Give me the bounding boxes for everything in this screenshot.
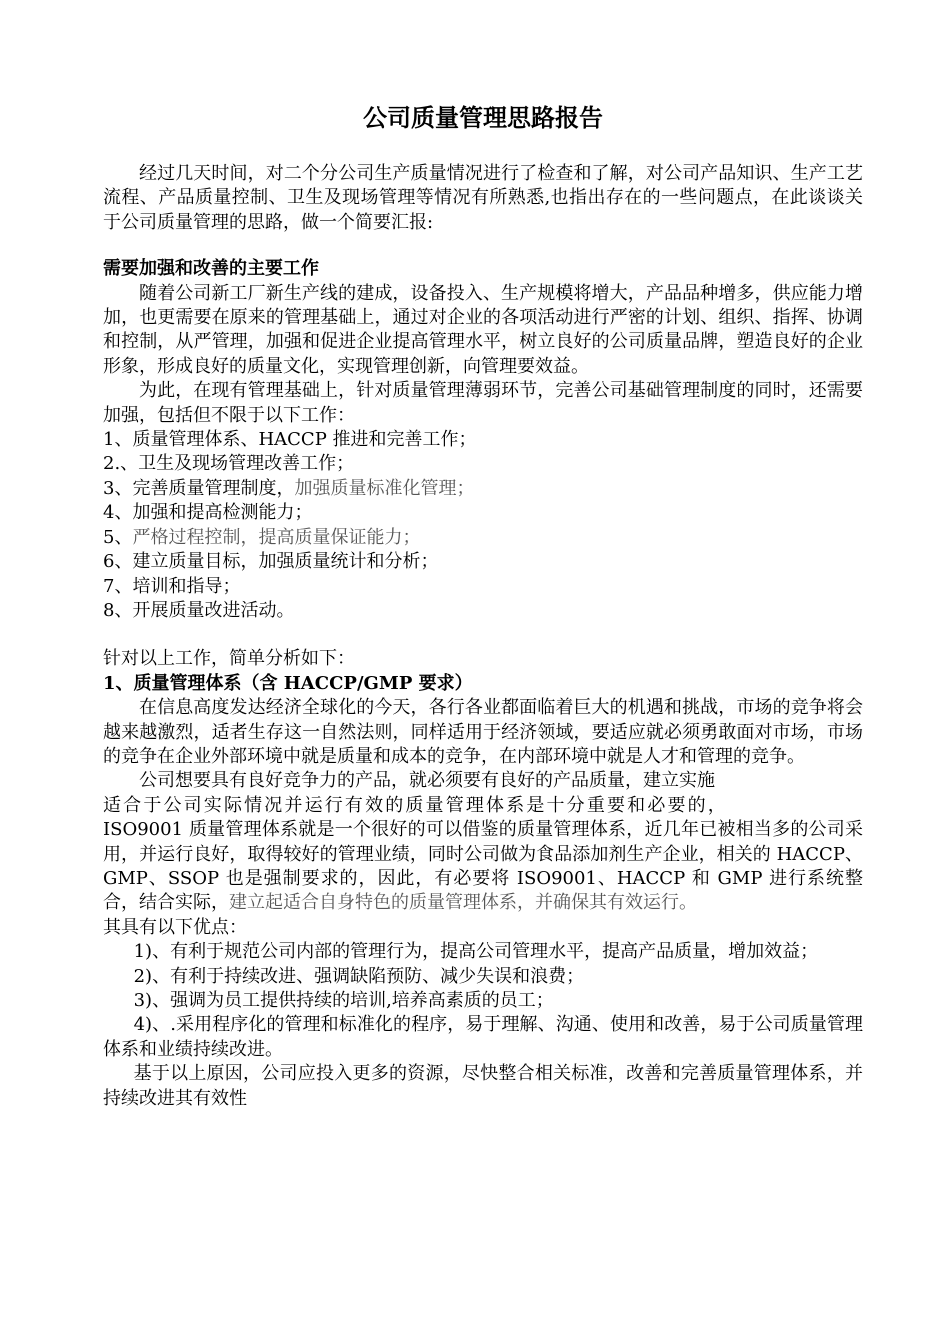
- qms-paragraph-2: 公司想要具有良好竞争力的产品，就必须要有良好的产品质量，建立实施 适合于公司实际情况并运行有效的质量管理体系是十分重要和必要的， ISO9001 质量管理体系就是一个很好的可以借鉴的质量管理体系，近几年已被相当多的公司采用，并运行良好，取得较好的管理业绩，同时公司做为食品添加剂生产企业，相关的 HACCP、GMP、SSOP 也是强制要求的，因此，有必要将 ISO9001、HACCP 和 GMP 进行系统整合，结合实际，建立起适合自身特色的质量管理体系，并确保其有效运行。: [103, 770, 863, 914]
- page-title: 公司质量管理思路报告: [363, 103, 603, 132]
- list-item: 5、严格过程控制，提高质量保证能力；: [103, 526, 421, 548]
- section-heading-main-work: 需要加强和改善的主要工作: [103, 258, 319, 280]
- advantage-item: 4)、.采用程序化的管理和标准化的程序，易于理解、沟通、使用和改善，易于公司质量管理体系和业绩持续改进。: [103, 1014, 863, 1060]
- advantage-item: 3)、强调为员工提供持续的培训,培养高素质的员工；: [133, 990, 554, 1011]
- list-item: 1、质量管理体系、HACCP 推进和完善工作；: [103, 429, 477, 451]
- analysis-lead: 针对以上工作，简单分析如下：: [103, 648, 355, 670]
- list-item: 8、开展质量改进活动。: [103, 599, 295, 621]
- list-item: 7、培训和指导；: [103, 575, 241, 597]
- advantages-lead: 其具有以下优点：: [103, 916, 247, 938]
- conclusion-paragraph: 基于以上原因，公司应投入更多的资源，尽快整合相关标准，改善和完善质量管理体系，并持续改进其有效性: [103, 1063, 863, 1109]
- list-item: 3、完善质量管理制度，加强质量标准化管理；: [103, 477, 475, 499]
- intro-paragraph: 经过几天时间，对二个分公司生产质量情况进行了检查和了解，对公司产品知识、生产工艺流程、产品质量控制、卫生及现场管理等情况有所熟悉,也指出存在的一些问题点，在此谈谈关于公司质量管理的思路，做一个简要汇报:: [103, 163, 863, 233]
- list-item: 6、建立质量目标，加强质量统计和分析；: [103, 551, 439, 573]
- spacer: [103, 235, 863, 257]
- section-heading-qms: 1、质量管理体系（含 HACCP/GMP 要求）: [103, 672, 473, 694]
- list-item: 2.、卫生及现场管理改善工作；: [103, 453, 355, 475]
- advantage-item: 2)、有利于持续改进、强调缺陷预防、减少失误和浪费；: [133, 965, 585, 987]
- section1-paragraph-2: 为此，在现有管理基础上，针对质量管理薄弱环节，完善公司基础管理制度的同时，还需要加强，包括但不限于以下工作：: [103, 380, 863, 426]
- spacer: [103, 623, 863, 647]
- qms-paragraph-1: 在信息高度发达经济全球化的今天，各行各业都面临着巨大的机遇和挑战，市场的竞争将会越来越激烈，适者生存这一自然法则，同样适用于经济领域，要适应就必须勇敢面对市场，市场的竞争在企业外部环境中就是质量和成本的竞争，在内部环境中就是人才和管理的竞争。: [103, 697, 863, 767]
- list-item: 4、加强和提高检测能力；: [103, 502, 313, 524]
- advantage-item: 1)、有利于规范公司内部的管理行为，提高公司管理水平，提高产品质量，增加效益；: [133, 941, 819, 963]
- work-item-list: [103, 428, 863, 623]
- document-body: [103, 100, 863, 1111]
- section1-paragraph-1: 随着公司新工厂新生产线的建成，设备投入、生产规模将增大，产品品种增多，供应能力增加，也更需要在原来的管理基础上，通过对企业的各项活动进行严密的计划、组织、指挥、协调和控制，从严管理，加强和促进企业提高管理水平，树立良好的公司质量品牌，塑造良好的企业形象，形成良好的质量文化，实现管理创新，向管理要效益。: [103, 282, 863, 377]
